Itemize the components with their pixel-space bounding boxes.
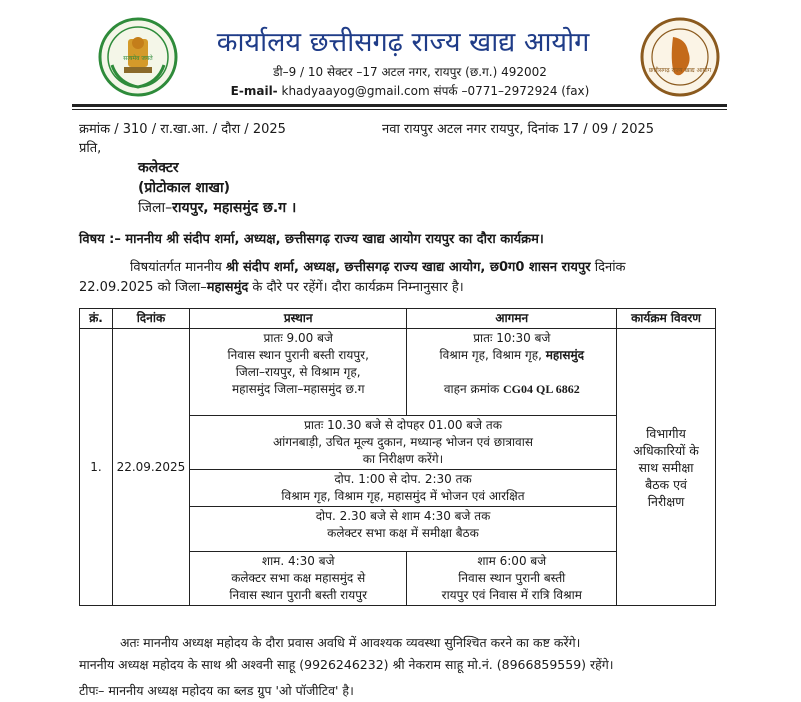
description-text: अधिकारियों के xyxy=(633,442,699,458)
addressee-line-2: (प्रोटोकाल शाखा) xyxy=(138,180,231,196)
district-prefix: जिला– xyxy=(138,200,173,216)
email-label: E-mail- xyxy=(230,84,278,98)
time-range: प्रातः 10.30 बजे से दोपहर 01.00 बजे तक xyxy=(304,418,502,432)
vehicle-label: वाहन क्रमांक xyxy=(443,382,504,396)
body-text: दिनांक xyxy=(590,260,626,275)
office-address: डी–9 / 10 सेक्टर –17 अटल नगर, रायपुर (छ.ग.) 492002 xyxy=(273,65,547,79)
activity: का निरीक्षण करेंगे। xyxy=(362,452,444,466)
row3-cell xyxy=(189,470,616,507)
commission-seal-logo xyxy=(640,17,720,97)
district-name: महासमुंद xyxy=(206,280,249,295)
header-rule-thin xyxy=(72,109,727,110)
tour-programme-table xyxy=(79,308,716,606)
note-line: टीपः– माननीय अध्यक्ष महोदय का ब्लड ग्रुप 'ओ पॉजीटिव' है। xyxy=(79,683,354,698)
arrival-district: महासमुंद xyxy=(545,348,585,362)
body-text: 22.09.2025 को जिला– xyxy=(79,280,207,295)
departure-place: निवास स्थान पुरानी बस्ती रायपुर, xyxy=(227,348,369,362)
time-range: दोप. 2.30 बजे से शाम 4:30 बजे तक xyxy=(315,509,491,523)
header-date: दिनांक xyxy=(112,309,189,329)
contact-line xyxy=(200,82,620,99)
vehicle-registration: CG04 QL 6862 xyxy=(503,382,580,396)
subject-line: विषय :– माननीय श्री संदीप शर्मा, अध्यक्ष, छत्तीसगढ़ राज्य खाद्य आयोग रायपुर का दौरा कार्यक्रम। xyxy=(79,232,544,247)
table-row xyxy=(80,329,716,416)
departure-place: कलेक्टर सभा कक्ष महासमुंद से xyxy=(231,571,366,585)
row1-departure-cell xyxy=(189,329,407,416)
arrival-time: प्रातः 10:30 बजे xyxy=(473,331,551,345)
reference-number: क्रमांक / 310 / रा.खा.आ. / दौरा / 2025 xyxy=(79,122,286,137)
seal-caption: छत्तीसगढ़ राज्य खाद्य आयोग xyxy=(648,67,712,74)
header-serial: क्रं. xyxy=(80,309,113,329)
place-date: नवा रायपुर अटल नगर रायपुर, दिनांक 17 / 09 / 2025 xyxy=(382,122,655,137)
row4-cell xyxy=(189,507,616,552)
addressee-line-3 xyxy=(138,198,296,217)
activity: विश्राम गृह, विश्राम गृह, महासमुंद में भोजन एवं आरक्षित xyxy=(281,489,525,503)
header-description: कार्यक्रम विवरण xyxy=(617,309,716,329)
arrival-place xyxy=(410,347,613,364)
description-text: साथ समीक्षा xyxy=(638,459,694,475)
contact-label: संपर्क xyxy=(433,84,458,98)
row2-cell xyxy=(189,416,616,470)
time-range: दोप. 1:00 से दोप. 2:30 तक xyxy=(334,472,472,486)
row1-arrival-cell xyxy=(407,329,617,416)
header-rule-thick xyxy=(72,104,727,107)
date-cell: 22.09.2025 xyxy=(112,329,189,606)
addressee-line-1: कलेक्टर xyxy=(138,160,179,176)
activity: कलेक्टर सभा कक्ष में समीक्षा बैठक xyxy=(327,526,479,540)
body-line-2 xyxy=(79,277,464,295)
description-text: विभागीय xyxy=(646,425,686,441)
departure-place: जिला–रायपुर, से विश्राम गृह, xyxy=(235,365,361,379)
district-names: रायपुर, महासमुंद छ.ग । xyxy=(172,200,297,216)
body-text: विषयांतर्गत माननीय xyxy=(130,260,226,275)
request-line: अतः माननीय अध्यक्ष महोदय के दौरा प्रवास अवधि में आवश्यक व्यवस्था सुनिश्चित करने का कष्ट करेंगे। xyxy=(120,635,581,650)
arrival-place-text: विश्राम गृह, विश्राम गृह, xyxy=(439,348,546,362)
description-text: निरीक्षण xyxy=(647,493,685,509)
prati-label: प्रति, xyxy=(79,141,102,156)
body-text: के दौरे पर रहेंगें। दौरा कार्यक्रम निम्नानुसार है। xyxy=(248,280,464,295)
departure-time: प्रातः 9.00 बजे xyxy=(263,331,333,345)
departure-place: महासमुंद जिला–महासमुंद छ.ग xyxy=(231,382,365,396)
office-title: कार्यालय छत्तीसगढ़ राज्य खाद्य आयोग xyxy=(216,27,590,58)
emblem-caption: सत्यमेव जयते xyxy=(123,55,153,62)
row5-arrival-cell xyxy=(407,552,617,606)
arrival-place: निवास स्थान पुरानी बस्ती xyxy=(458,571,566,585)
table-header-row xyxy=(80,309,716,329)
description-cell xyxy=(617,329,716,606)
header-arrival: आगमन xyxy=(407,309,617,329)
arrival-time: शाम 6:00 बजे xyxy=(477,554,547,568)
departure-time: शाम. 4:30 बजे xyxy=(261,554,335,568)
description-text: बैठक एवं xyxy=(645,476,687,492)
row5-departure-cell xyxy=(189,552,407,606)
departure-place: निवास स्थान पुरानी बस्ती रायपुर xyxy=(229,588,367,602)
arrival-place: रायपुर एवं निवास में रात्रि विश्राम xyxy=(441,588,582,602)
serial-cell: 1. xyxy=(80,329,113,606)
vehicle-number xyxy=(410,381,613,398)
email-link[interactable]: khadyaayog@gmail.com xyxy=(281,84,430,98)
accompanying-officers-line: माननीय अध्यक्ष महोदय के साथ श्री अश्वनी साहू (9926246232) श्री नेकराम साहू मो.नं. (8966859559) रहेंगे। xyxy=(79,657,614,672)
chairman-name: श्री संदीप शर्मा, अध्यक्ष, छत्तीसगढ़ राज्य खाद्य आयोग, छ0ग0 शासन रायपुर xyxy=(225,260,591,275)
activity: आंगनबाड़ी, उचित मूल्य दुकान, मध्यान्ह भोजन एवं छात्रावास xyxy=(273,435,533,449)
phone-number: –0771–2972924 (fax) xyxy=(461,84,590,98)
header-departure: प्रस्थान xyxy=(189,309,407,329)
body-line-1 xyxy=(130,257,626,275)
